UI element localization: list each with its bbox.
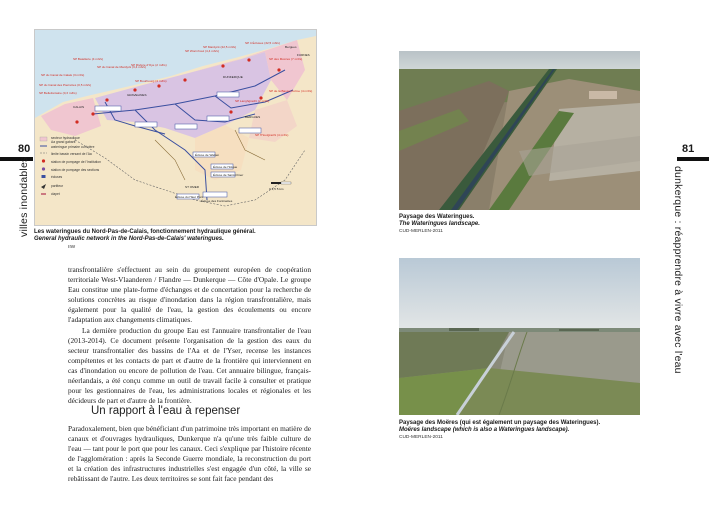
map-caption-title: Les wateringues du Nord-Pas-de-Calais, fonctionnement hydraulique général. — [34, 229, 256, 235]
map-label: SP Bellefontaine (0,3 m3/s) — [39, 91, 77, 95]
legend-wateringue: wateringue primaire ou rivière — [51, 145, 95, 149]
photo1-credit: CUD-MERLEN-2011 — [399, 229, 443, 234]
map-label: SP de la Basse-Colme (4 m3/s) — [269, 89, 313, 93]
map-label: Écluse des Fontinettes — [201, 199, 233, 203]
running-title-right: dunkerque : réapprendre à vivre avec l'eau — [672, 166, 684, 374]
photo1-caption-english: The Wateringues landscape. — [399, 221, 480, 228]
map-scale: 0 2,5 5 km — [269, 187, 284, 191]
map-label: Écluse de Saint-Omer — [213, 173, 244, 177]
page-number-left: 80 — [18, 143, 31, 155]
map-label: GRAVELINES — [127, 93, 147, 97]
map-label: Écluse de Holque — [213, 165, 238, 169]
body-paragraph: transfrontalière s'effectuent au sein du groupement européen de coopération territoriale West-Vlaanderen / Flandre — Dunkerque — Côte d'Opale. Le groupe Eau constitue une plate-forme d'échanges et de concertation pour la recherche de solutions concrètes au risque d'inondation dans la région transfrontalière, mais également pour la qualité de l'eau, la gestion des écoulements ou encore l'adaptation aux changements climatiques. — [68, 265, 311, 325]
photo1-caption-title: Paysage des Wateringues. — [399, 214, 475, 220]
photo2-caption — [399, 420, 641, 434]
photo2-credit: CUD-MERLEN-2011 — [399, 435, 443, 440]
body-text-block-1 — [68, 265, 311, 406]
page-marker-right — [677, 157, 709, 161]
legend-partiteur: partiteur — [51, 184, 64, 188]
legend-locks: écluses — [51, 175, 63, 179]
map-label: SP Rivière d'Oye (2 m3/s) — [131, 63, 167, 67]
photo2-caption-english: Moëres landscape (which is also a Wateringues landscape). — [399, 427, 570, 434]
map-label: BERGUES — [245, 115, 261, 119]
running-title-left: villes inondables — [18, 156, 30, 237]
legend-clapet: clapet — [51, 192, 60, 196]
map-label: Écluse du Haut Pont — [175, 195, 204, 199]
map-label: SP Langhgracht (2 m3/s) — [235, 99, 270, 103]
photo1-caption — [399, 214, 639, 228]
map-label: FURNES — [297, 53, 310, 57]
map-label: SP Bourbourg (4 m3/s) — [135, 79, 167, 83]
legend-sector: secteur hydraulique — [51, 136, 80, 140]
map-label: SP du Canal de Calais (3 m3/s) — [41, 73, 85, 77]
section-heading: Un rapport à l'eau à repenser — [91, 405, 241, 417]
legend-section-station: station de pompage des sections — [51, 168, 100, 172]
legend-aa: Aa grand gabarit — [51, 140, 76, 144]
photo2-caption-title: Paysage des Moëres (qui est également un paysage des Wateringues). — [399, 420, 601, 426]
photo-wateringues — [399, 51, 640, 210]
legend-institution-station: station de pompage de l'Institution — [51, 160, 101, 164]
map-label: SP l'Hoolgracht (4 m3/s) — [255, 133, 289, 137]
map-label: ST OMER — [185, 185, 200, 189]
map-label: SP des Moëres (7 m3/s) — [269, 57, 303, 61]
body-paragraph: La dernière production du groupe Eau est l'annuaire transfrontalier de l'eau (2013-2014). Ce document présente l'organisation de la gestion des eaux du secteur transfrontalier des bassins de l'Aa et de l'Yser, recense les instances compétentes et les contacts de part et d'autre de la frontière qui interviennent en cas d'inondation ou encore de pollution de l'eau. Cet annuaire bilingue, français-néerlandais, a été conçu comme un outil de travail facile à consulter et pratique pour les gestionnaires de l'eau, les administrations locales et régionales et les décideurs de part et d'autre de la frontière. — [68, 325, 311, 406]
map-label: Bergues — [285, 45, 297, 49]
map-label: Écluse de Watten — [195, 153, 220, 157]
map-caption-english: General hydraulic network in the Nord-Pas-de-Calais' wateringues. — [34, 236, 224, 243]
map-label: SP Wormhout (4,4 m3/s) — [185, 49, 219, 53]
map-label: SP du Canal de Mardyck (3,4 m3/s) — [97, 65, 146, 69]
photo-moeres — [399, 258, 640, 415]
map-credit: IIW — [68, 245, 76, 250]
map-label: CALAIS — [73, 105, 85, 109]
map-caption — [34, 229, 314, 243]
map-label: DUNKERQUE — [223, 75, 243, 79]
body-text-block-2 — [68, 424, 311, 514]
map-label: SP Mardyck (22,5 m3/s) — [203, 45, 237, 49]
map-label: SP Batellerie (4 m3/s) — [73, 57, 104, 61]
map-label: SP du Canal des Pierrettes (0,5 m3/s) — [39, 83, 92, 87]
legend-watershed: limite bassin versant de l'Aa — [51, 152, 92, 156]
page-number-right: 81 — [682, 143, 695, 155]
map-label: SP 4 Écluses (32,5 m3/s) — [245, 41, 280, 45]
body-paragraph: Paradoxalement, bien que bénéficiant d'un patrimoine très important en matière de canaux et d'ouvrages hydrauliques, Dunkerque n'a qu'une très faible culture de l'eau — tant pour le port que pour les canaux. Ceci s'explique par l'histoire récente de l'agglomération : après la Seconde Guerre mondiale, la reconstruction du port et la création des infrastructures industrielles s'est engagée d'un côté, la ville se rebâtissant de l'autre. Les deux territoires se sont fait face pendant des — [68, 424, 311, 484]
hydraulic-map — [34, 29, 317, 226]
